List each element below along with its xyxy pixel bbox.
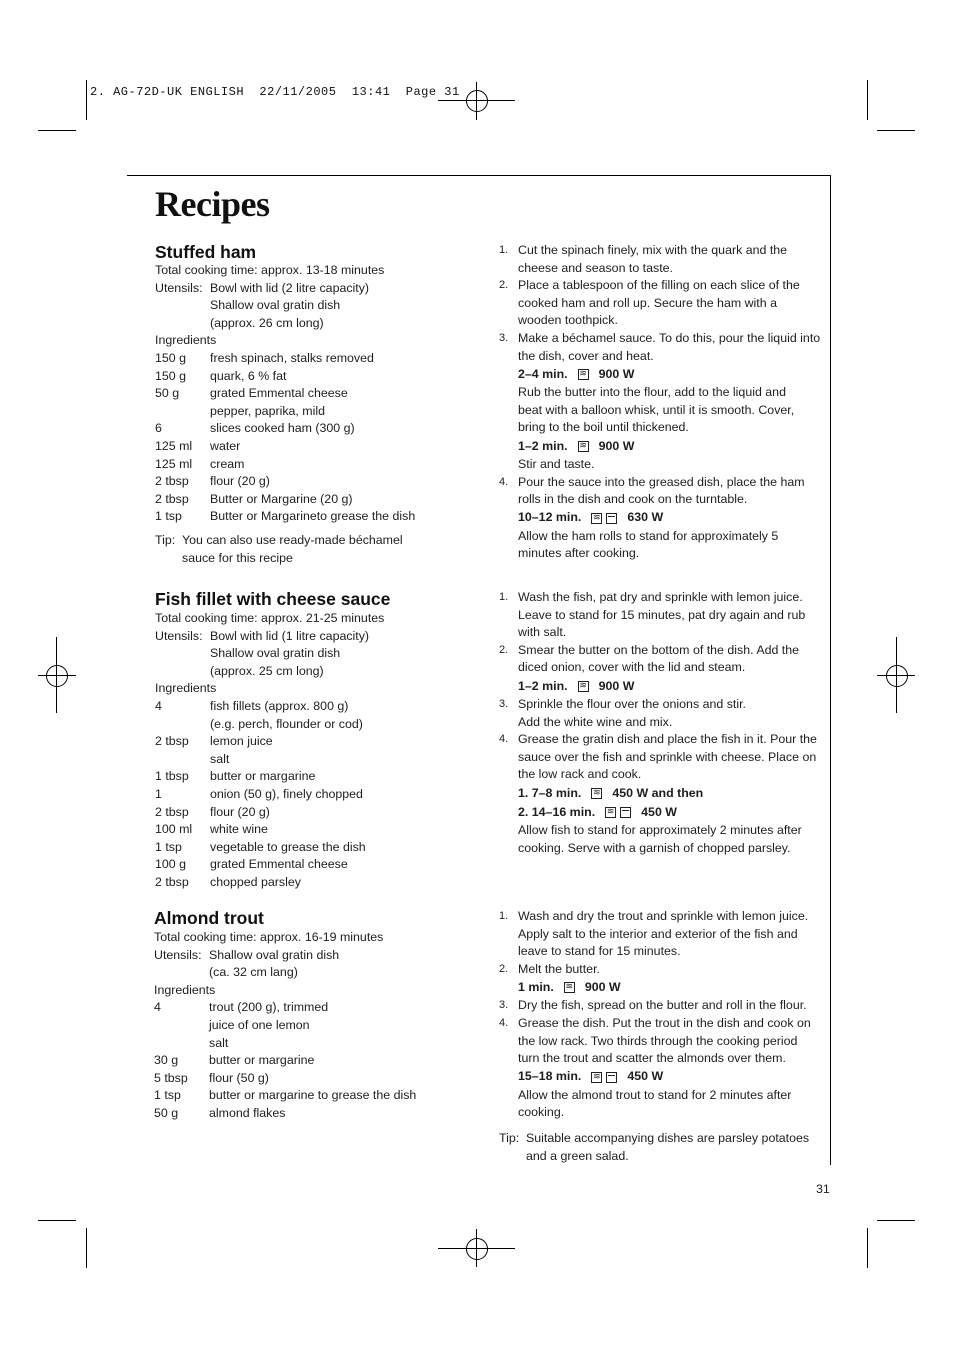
setting-time: 10–12 min. [518,510,582,525]
microwave-icon [578,441,589,452]
cooking-setting [499,1068,824,1087]
ingredient-name: fresh spinach, stalks removed [210,351,374,365]
method-step [499,908,824,961]
ingredient-quantity: 1 [155,787,162,801]
step-text: Rub the butter into the flour, add to the liquid and [518,385,786,400]
ingredient-quantity: 100 g [155,857,187,872]
microwave-icon [605,807,616,818]
step-text: Grease the dish. Put the trout in the dish and cook on [518,1015,811,1030]
step-text: cheese and season to taste. [518,260,673,275]
ingredients-label: Ingredients [154,982,216,997]
method-step [499,1015,824,1068]
page-title: Recipes [155,184,270,224]
crop-mark [867,80,868,120]
tip-label: Tip: [155,533,176,547]
step-text: wooden toothpick. [518,313,618,328]
method-step [499,961,824,979]
setting-row [518,437,824,456]
step-number: 1. [499,910,509,922]
tip-text: sauce for this recipe [182,550,293,565]
page-frame-top [127,175,831,176]
utensil-item: Shallow oval gratin dish [210,298,341,313]
ingredient-quantity: 2 tbsp [155,734,189,749]
setting-power: 450 W [627,1069,664,1084]
page-number: 31 [816,1182,830,1196]
step-text: Place a tablespoon of the filling on each slice of the [518,278,800,293]
method-step [499,822,824,857]
crop-mark [877,1220,915,1221]
setting-row [518,677,824,696]
ingredient-quantity: 5 tbsp [154,1070,188,1085]
step-number: 3. [499,331,509,344]
grill-icon [606,513,617,524]
ingredient-name: butter or margarine [209,1053,315,1068]
crop-mark [86,1228,87,1268]
step-text: cooking. Serve with a garnish of chopped parsley. [518,840,791,855]
method-step [499,330,824,365]
setting-row [518,1068,824,1087]
step-text: Stir and taste. [518,456,595,471]
ingredient-name: grated Emmental cheese [210,386,348,401]
step-text: Add the white wine and mix. [518,714,673,729]
setting-power: 630 W [627,510,664,525]
ingredient-name: white wine [210,822,268,837]
setting-time: 2. 14–16 min. [518,804,596,819]
step-text: Allow the ham rolls to stand for approximately 5 [518,528,779,543]
cooking-setting [499,677,824,696]
cooking-setting [499,803,824,822]
utensil-item: (ca. 32 cm lang) [209,965,298,980]
method-step [499,1087,824,1122]
step-text: Smear the butter on the bottom of the dish. Add the [518,642,800,657]
method-steps [499,242,824,563]
ingredient-name: butter or margarine [210,769,316,784]
step-text: cooking. [518,1105,565,1120]
step-text: bring to the boil until thickened. [518,420,689,435]
microwave-icon [591,788,602,799]
ingredient-name: pepper, paprika, mild [210,403,326,418]
step-number: 3. [499,999,509,1012]
step-text: the dish, cover and heat. [518,348,654,363]
method-step [499,589,824,642]
step-text: Melt the butter. [518,961,600,976]
setting-time: 1. 7–8 min. [518,785,582,800]
crop-mark [86,80,87,120]
method-step [499,642,824,677]
setting-row [518,365,824,384]
step-text: rolls in the dish and cook on the turntable. [518,492,748,507]
ingredient-quantity: 30 g [154,1053,179,1068]
recipe-heading: Stuffed ham [155,242,257,262]
method-step [499,731,824,784]
step-number: 4. [499,475,509,488]
step-text: Allow the almond trout to stand for 2 minutes after [518,1087,792,1102]
ingredient-quantity: 4 [155,699,162,713]
cooking-setting [499,365,824,384]
step-text: Leave to stand for 15 minutes, pat dry again and rub [518,607,806,622]
method-steps [499,589,824,857]
step-text: Make a béchamel sauce. To do this, pour the liquid into [518,330,821,345]
step-number: 4. [499,733,509,746]
setting-power: 450 W and then [612,785,704,800]
utensil-item: Shallow oval gratin dish [209,947,340,962]
ingredient-quantity: 50 g [154,1106,179,1120]
ingredient-name: salt [209,1035,229,1050]
step-text: beat with a balloon whisk, until it is smooth. Cover, [518,402,795,417]
step-number: 4. [499,1016,509,1029]
method-step [499,456,824,474]
utensil-item: (approx. 26 cm long) [210,315,324,330]
ingredient-quantity: 125 ml [155,456,193,471]
crop-mark [867,1228,868,1268]
setting-time: 2–4 min. [518,366,568,381]
ingredient-name: flour (50 g) [209,1070,269,1085]
ingredient-name: butter or margarine to grease the dish [209,1088,417,1103]
step-text: leave to stand for 15 minutes. [518,944,681,959]
ingredient-name: juice of one lemon [209,1018,310,1032]
cooking-time: Total cooking time: approx. 21-25 minutes [155,611,385,625]
ingredient-name: (e.g. perch, flounder or cod) [210,716,363,731]
setting-power: 900 W [584,980,621,995]
step-text: Cut the spinach finely, mix with the quark and the [518,243,788,257]
cooking-time: Total cooking time: approx. 13-18 minutes [155,263,385,277]
step-text: sauce over the fish and sprinkle with cheese. Place on [518,749,817,764]
ingredient-name: water [210,439,241,453]
step-number: 3. [499,697,509,710]
setting-time: 15–18 min. [518,1069,582,1084]
setting-row [518,978,824,997]
microwave-icon [578,681,589,692]
ingredients-label: Ingredients [155,681,217,696]
ingredient-name: grated Emmental cheese [210,857,348,872]
utensil-item: Bowl with lid (2 litre capacity) [210,280,370,295]
step-text: cooked ham and roll up. Secure the ham with a [518,295,777,310]
step-text: Apply salt to the interior and exterior of the fish and [518,926,798,941]
recipe-heading: Almond trout [154,908,264,928]
ingredient-name: Butter or Margarineto grease the dish [210,509,416,524]
print-slug: 2. AG-72D-UK ENGLISH 22/11/2005 13:41 Page 31 [90,85,460,99]
ingredient-quantity: 1 tsp [155,509,182,524]
ingredient-name: cream [210,456,245,471]
tip-text: You can also use ready-made béchamel [182,533,403,547]
step-text: diced onion, cover with the lid and steam. [518,660,746,675]
ingredient-quantity: 2 tbsp [155,474,189,489]
utensils-label: Utensils: [154,947,202,962]
setting-row [518,784,824,803]
method-step [499,474,824,509]
step-text: Allow fish to stand for approximately 2 minutes after [518,822,802,837]
cooking-setting [499,509,824,528]
recipe-heading: Fish fillet with cheese sauce [155,589,391,609]
setting-time: 1 min. [518,980,554,995]
ingredient-name: fish fillets (approx. 800 g) [210,699,349,713]
grill-icon [620,807,631,818]
grill-icon [606,1072,617,1083]
utensil-item: Bowl with lid (1 litre capacity) [210,628,370,643]
ingredient-name: Butter or Margarine (20 g) [210,491,353,506]
cooking-setting [499,784,824,803]
ingredient-name: chopped parsley [210,875,301,889]
step-text: the low rack and cook. [518,767,642,782]
setting-power: 900 W [598,678,635,693]
ingredient-quantity: 2 tbsp [155,804,189,819]
microwave-icon [591,1072,602,1083]
step-text: Pour the sauce into the greased dish, place the ham [518,474,805,489]
ingredient-name: lemon juice [210,734,273,749]
microwave-icon [564,982,575,993]
crop-mark [38,130,76,131]
ingredient-name: onion (50 g), finely chopped [210,787,363,801]
tip-text: and a green salad. [526,1148,629,1163]
method-step [499,384,824,437]
tip-label: Tip: [499,1130,520,1145]
ingredient-quantity: 1 tbsp [155,769,189,784]
microwave-icon [591,513,602,524]
step-text: minutes after cooking. [518,546,640,561]
step-text: Wash the fish, pat dry and sprinkle with lemon juice. [518,590,803,604]
step-number: 2. [499,279,509,292]
utensils-label: Utensils: [155,628,203,643]
method-step [499,696,824,731]
step-text: Grease the gratin dish and place the fish in it. Pour the [518,732,817,747]
ingredient-quantity: 1 tsp [154,1088,181,1103]
step-text: turn the trout and scatter the almonds over them. [518,1051,786,1066]
ingredient-quantity: 1 tsp [155,839,182,854]
step-text: Wash and dry the trout and sprinkle with lemon juice. [518,909,809,923]
step-text: Sprinkle the flour over the onions and stir. [518,696,746,711]
step-text: Dry the fish, spread on the butter and roll in the flour. [518,998,807,1013]
ingredient-quantity: 125 ml [155,439,193,453]
cooking-time: Total cooking time: approx. 16-19 minutes [154,930,384,944]
setting-time: 1–2 min. [518,438,568,453]
utensil-item: Shallow oval gratin dish [210,646,341,661]
crop-mark [877,130,915,131]
setting-power: 900 W [598,438,635,453]
ingredient-name: slices cooked ham (300 g) [210,421,355,436]
step-text: with salt. [518,625,567,640]
cooking-setting [499,978,824,997]
ingredients-label: Ingredients [155,333,217,348]
ingredient-quantity: 50 g [155,386,180,401]
ingredient-quantity: 6 [155,421,162,436]
setting-power: 450 W [641,804,677,819]
ingredient-name: salt [210,751,230,766]
setting-row [518,803,824,822]
method-step [499,528,824,563]
method-step [499,242,824,277]
ingredient-quantity: 2 tbsp [155,491,189,506]
step-number: 1. [499,244,509,256]
step-number: 2. [499,643,509,656]
step-number: 1. [499,591,509,603]
tip [499,1130,824,1165]
ingredient-quantity: 2 tbsp [155,875,189,889]
page-frame-right [830,175,831,1165]
step-text: the low rack. Two thirds through the cooking period [518,1033,798,1048]
utensil-item: (approx. 25 cm long) [210,663,324,678]
method-step [499,997,824,1015]
ingredient-name: flour (20 g) [210,474,270,489]
method-step [499,277,824,330]
utensils-label: Utensils: [155,280,203,295]
ingredient-quantity: 150 g [155,368,187,383]
ingredient-name: trout (200 g), trimmed [209,1000,329,1015]
ingredient-quantity: 150 g [155,351,187,365]
ingredient-name: almond flakes [209,1106,286,1120]
ingredient-name: quark, 6 % fat [210,368,287,383]
method-steps [499,908,824,1165]
setting-row [518,509,824,528]
ingredient-name: flour (20 g) [210,804,270,819]
cooking-setting [499,437,824,456]
ingredient-name: vegetable to grease the dish [210,839,366,854]
microwave-icon [578,369,589,380]
crop-mark [38,1220,76,1221]
step-number: 2. [499,962,509,975]
ingredient-quantity: 4 [154,1000,161,1015]
ingredient-quantity: 100 ml [155,822,193,837]
setting-power: 900 W [598,366,635,381]
tip-text: Suitable accompanying dishes are parsley potatoes [526,1130,810,1145]
setting-time: 1–2 min. [518,678,568,693]
